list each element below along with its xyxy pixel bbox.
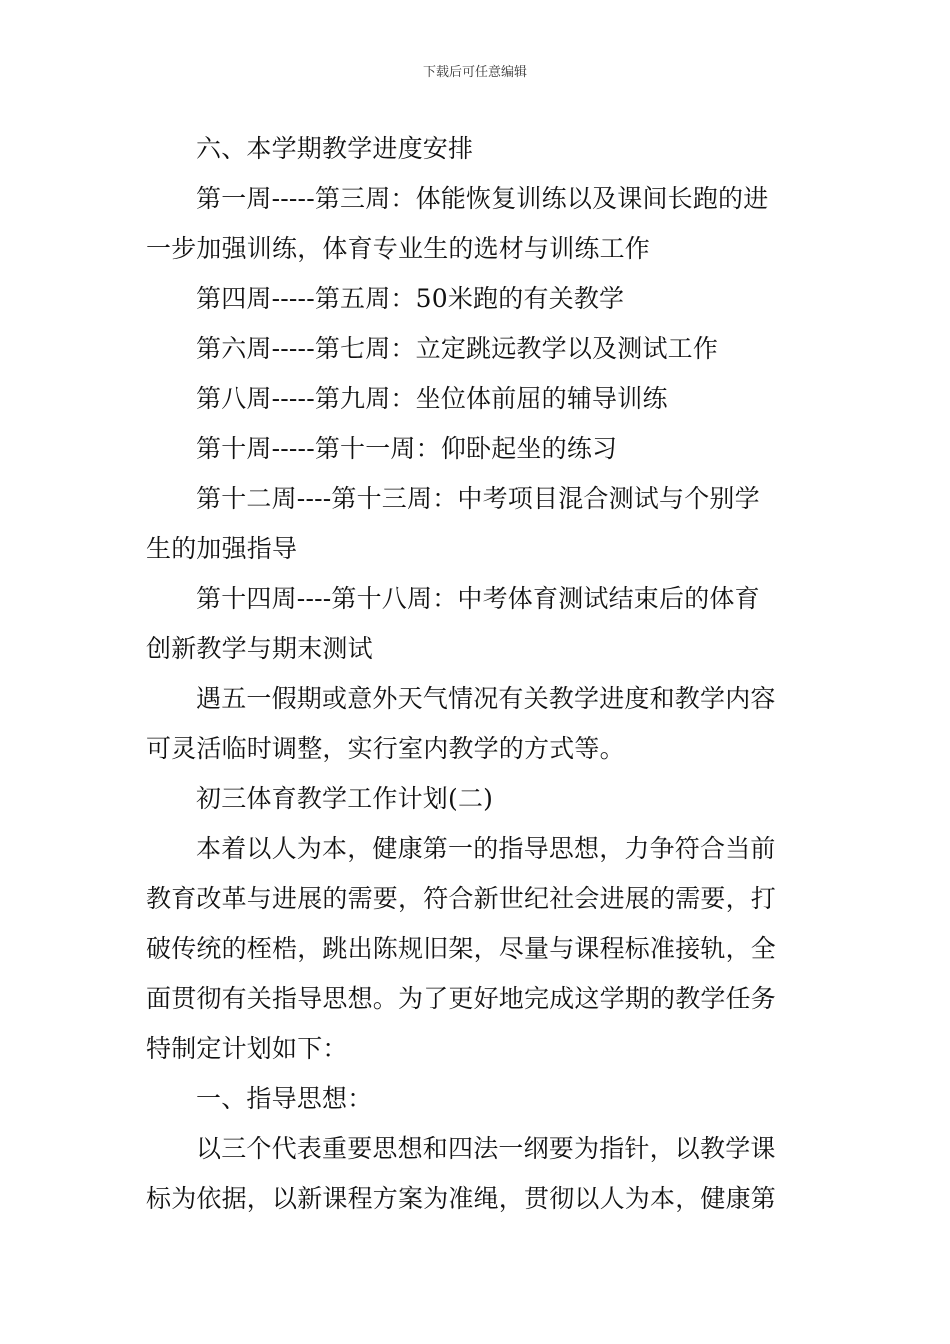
paragraph-line: 第十二周----第十三周：中考项目混合测试与个别学 [196,484,760,513]
paragraph-line: 第六周-----第七周：立定跳远教学以及测试工作 [196,334,719,363]
paragraph-line: 面贯彻有关指导思想。为了更好地完成这学期的教学任务 [146,984,777,1013]
paragraph-line: 第八周-----第九周：坐位体前屈的辅导训练 [196,384,668,413]
page-header: 下载后可任意编辑 [422,65,527,80]
section-heading-progress: 六、本学期教学进度安排 [196,134,474,163]
paragraph-line: 特制定计划如下： [146,1034,348,1063]
paragraph-line: 第十四周----第十八周：中考体育测试结束后的体育 [196,584,760,613]
paragraph-line: 第十周-----第十一周：仰卧起坐的练习 [196,434,618,463]
paragraph-line: 以三个代表重要思想和四法一纲要为指针，以教学课 [196,1134,776,1163]
paragraph-line: 第四周-----第五周：50米跑的有关教学 [196,284,625,313]
paragraph-line: 创新教学与期末测试 [146,634,373,663]
paragraph-line: 生的加强指导 [146,534,298,563]
paragraph-line: 标为依据，以新课程方案为准绳，贯彻以人为本，健康第 [146,1184,777,1213]
paragraph-line: 第一周-----第三周：体能恢复训练以及课间长跑的进 [196,184,769,213]
paragraph-line: 可灵活临时调整，实行室内教学的方式等。 [146,734,625,763]
document-body [146,124,810,1224]
paragraph-line: 一步加强训练，体育专业生的选材与训练工作 [146,234,651,263]
paragraph-line: 破传统的桎梏，跳出陈规旧架，尽量与课程标准接轨，全 [146,934,777,963]
paragraph-line: 教育改革与进展的需要，符合新世纪社会进展的需要，打 [146,884,777,913]
section-title-plan-two: 初三体育教学工作计划(二) [196,784,494,813]
section-heading-guiding-thought: 一、指导思想： [196,1084,373,1113]
paragraph-line: 遇五一假期或意外天气情况有关教学进度和教学内容 [196,684,776,713]
paragraph-line: 本着以人为本，健康第一的指导思想，力争符合当前 [196,834,776,863]
